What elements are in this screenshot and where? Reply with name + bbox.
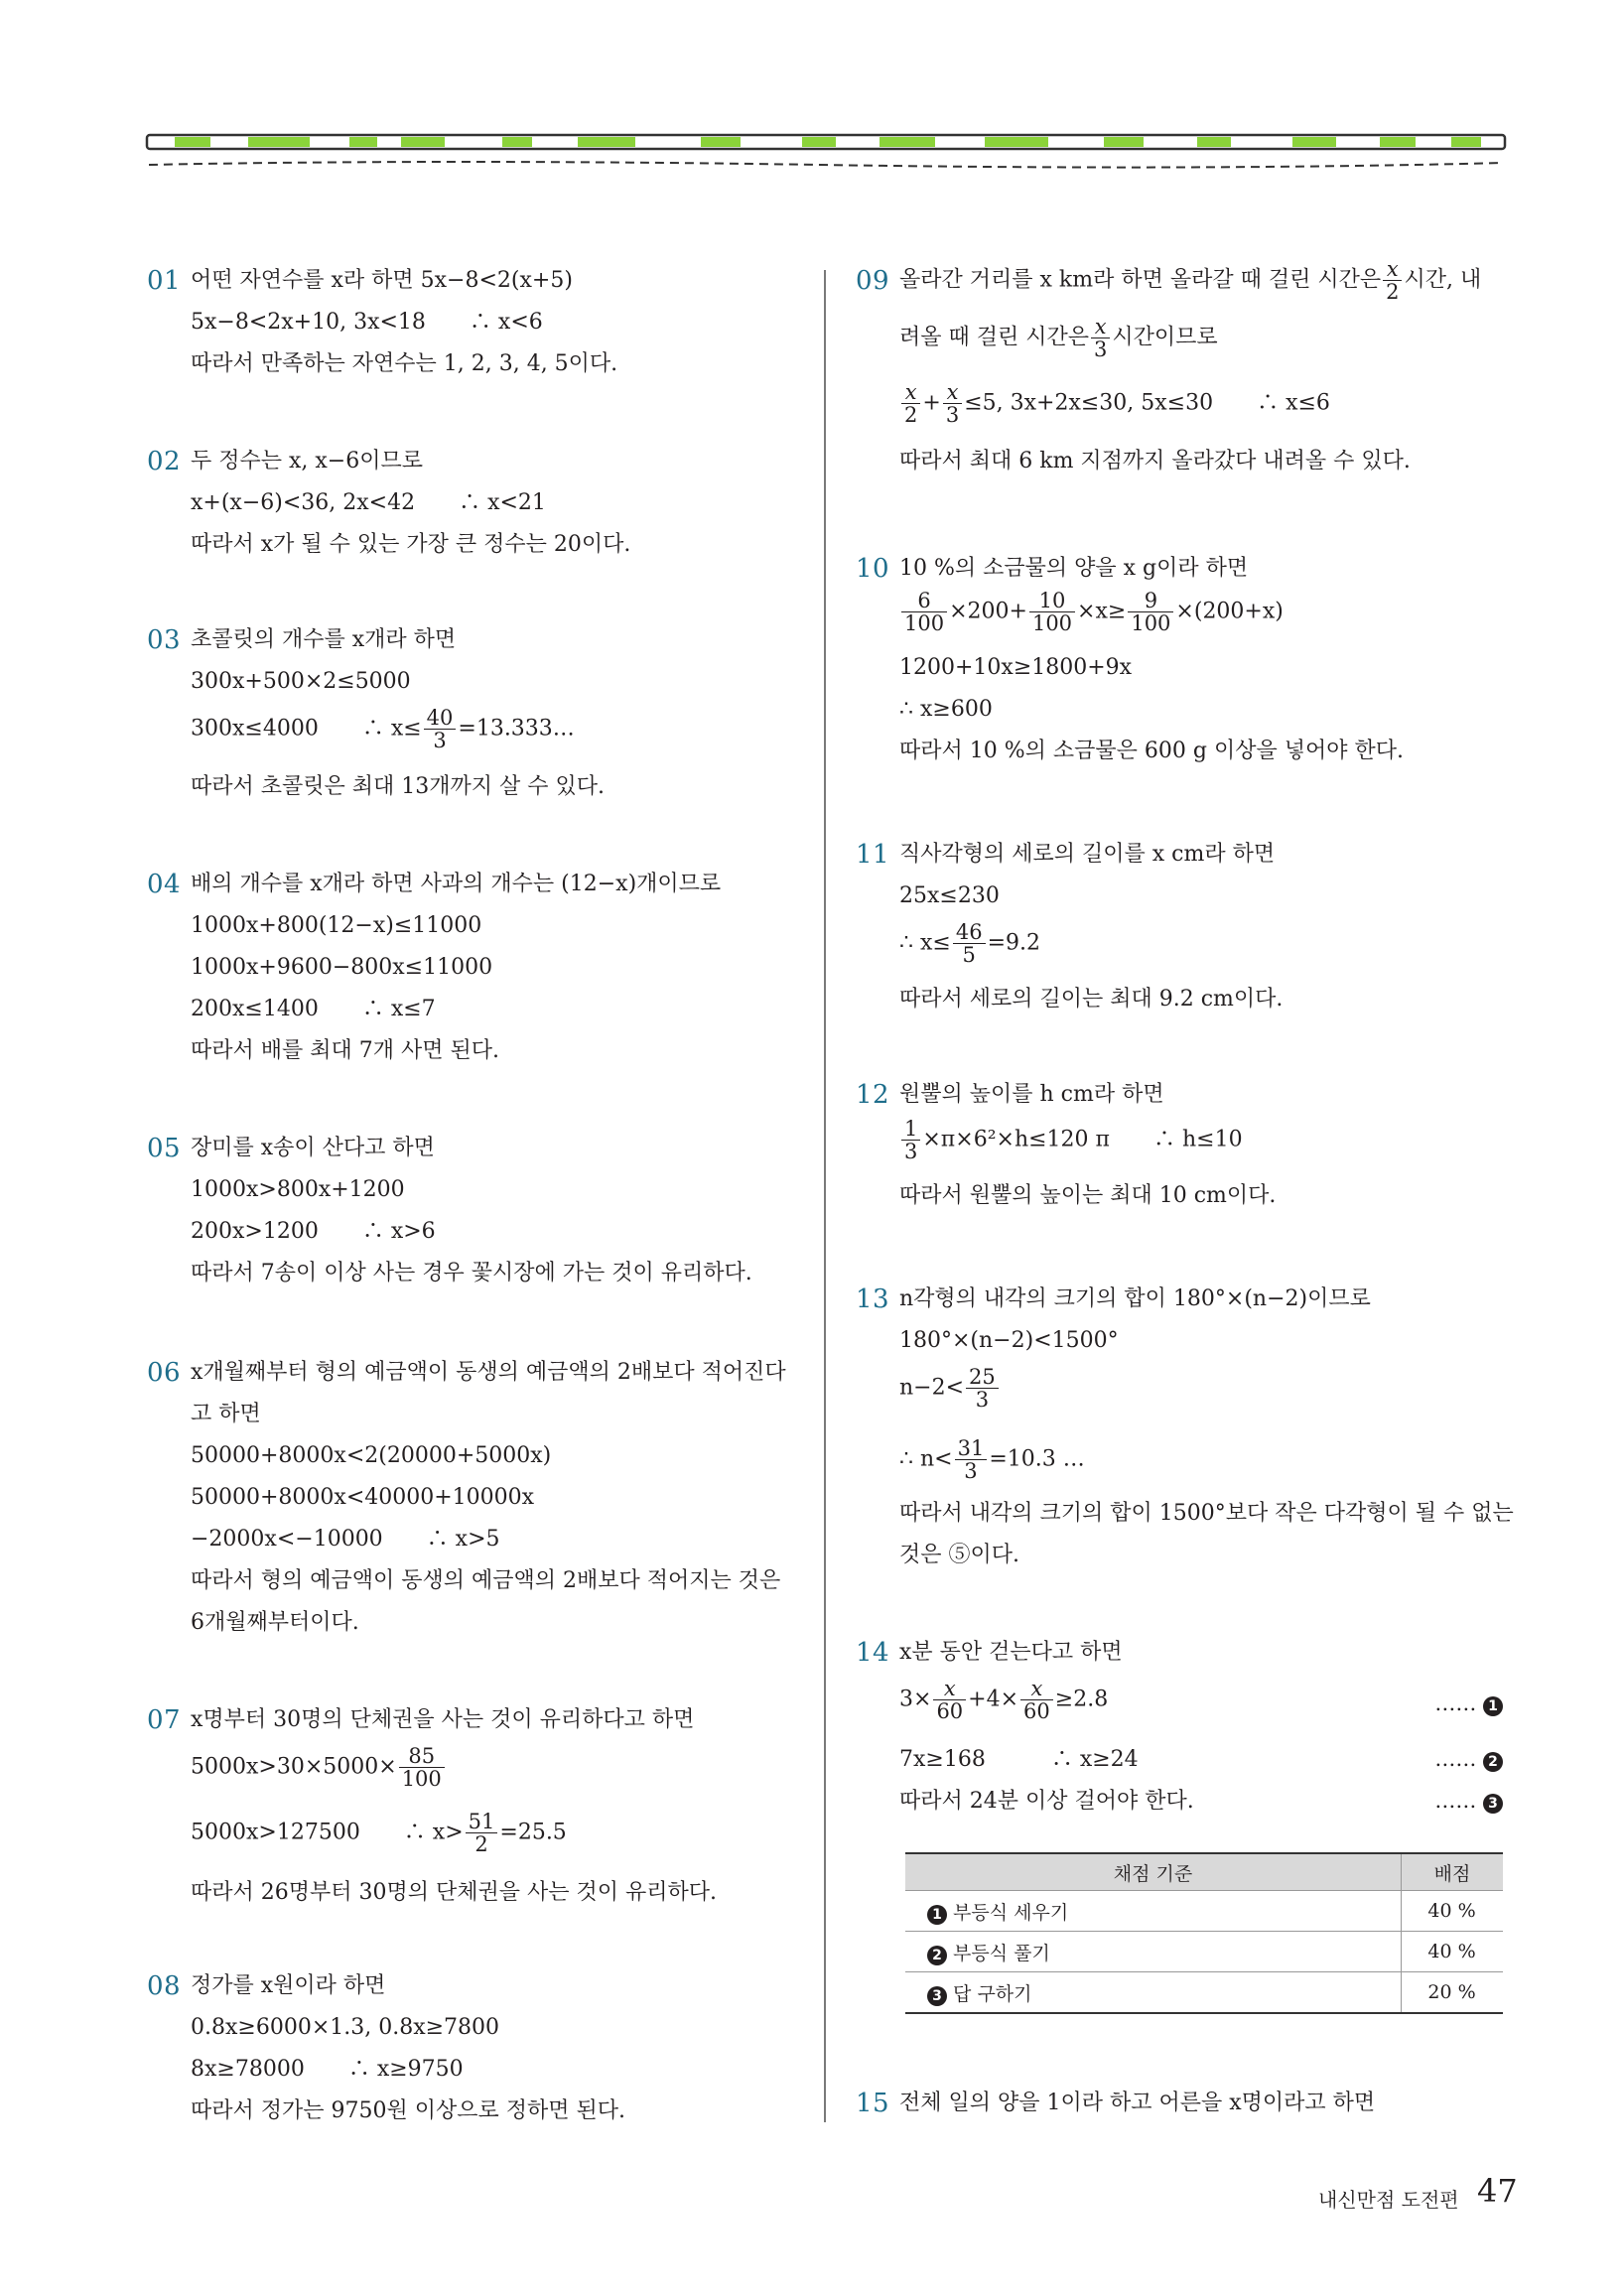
denominator: 100 bbox=[1031, 611, 1073, 635]
numerator: x bbox=[1020, 1678, 1053, 1700]
step-number-icon: 1 bbox=[1483, 1696, 1503, 1716]
step-marker-3 bbox=[1434, 1789, 1503, 1814]
expression-text: =25.5 bbox=[499, 1820, 567, 1845]
solution-line: 50000+8000x<40000+10000x bbox=[191, 1485, 535, 1510]
solution-line: 8x≥78000 ∴ x≥9750 bbox=[191, 2057, 464, 2082]
fraction bbox=[901, 590, 947, 634]
numerator: 10 bbox=[1029, 590, 1075, 612]
expression-text: 5000x>127500 ∴ x> bbox=[191, 1820, 464, 1845]
step-number-icon: 1 bbox=[927, 1905, 947, 1925]
column-header-score: 배점 bbox=[1402, 1853, 1504, 1891]
expression-text: ≥2.8 bbox=[1054, 1687, 1109, 1712]
numerator: 85 bbox=[399, 1745, 445, 1768]
fraction bbox=[933, 1678, 966, 1722]
score-cell: 40 % bbox=[1402, 1891, 1504, 1932]
expression-text: 올라간 거리를 x km라 하면 올라갈 때 걸린 시간은 bbox=[899, 267, 1382, 293]
expression-text: ×x≥ bbox=[1077, 599, 1127, 624]
denominator: 60 bbox=[936, 1699, 964, 1723]
solution-line: x개월째부터 형의 예금액이 동생의 예금액의 2배보다 적어진다 bbox=[191, 1360, 786, 1385]
solution-line: 200x>1200 ∴ x>6 bbox=[191, 1219, 436, 1244]
denominator: 3 bbox=[964, 1459, 978, 1483]
step-number-icon: 2 bbox=[927, 1946, 947, 1965]
problem-number: 06 bbox=[147, 1358, 182, 1388]
solution-line: −2000x<−10000 ∴ x>5 bbox=[191, 1527, 500, 1552]
solution-line: 두 정수는 x, x−6이므로 bbox=[191, 449, 423, 473]
expression-text: 5000x>30×5000× bbox=[191, 1754, 397, 1780]
solution-line: 따라서 24분 이상 걸어야 한다. bbox=[899, 1789, 1194, 1814]
solution-line bbox=[899, 1118, 1243, 1162]
denominator: 3 bbox=[1094, 338, 1108, 361]
expression-text: +4× bbox=[968, 1687, 1019, 1712]
solution-line bbox=[899, 316, 1218, 360]
expression-text: ×200+ bbox=[949, 599, 1027, 624]
solution-line: 따라서 원뿔의 높이는 최대 10 cm이다. bbox=[899, 1183, 1277, 1208]
fraction bbox=[966, 1366, 999, 1411]
expression-text: 300x≤4000 ∴ x≤ bbox=[191, 716, 422, 742]
step-marker-1 bbox=[1434, 1691, 1503, 1716]
fraction bbox=[901, 1118, 920, 1162]
solution-line: 1000x+9600−800x≤11000 bbox=[191, 955, 493, 980]
solution-line: 장미를 x송이 산다고 하면 bbox=[191, 1136, 435, 1160]
column-header-criteria: 채점 기준 bbox=[905, 1853, 1402, 1891]
solution-line bbox=[899, 258, 1481, 303]
step-number-icon: 3 bbox=[1483, 1794, 1503, 1814]
expression-text: 3× bbox=[899, 1687, 932, 1712]
denominator: 100 bbox=[1131, 611, 1171, 635]
problem-number: 02 bbox=[147, 447, 182, 476]
expression-text: n−2< bbox=[899, 1375, 965, 1401]
numerator: x bbox=[1383, 258, 1402, 281]
solution-line: 1200+10x≥1800+9x bbox=[899, 655, 1133, 680]
solution-line: 10 %의 소금물의 양을 x g이라 하면 bbox=[899, 556, 1249, 581]
solution-line: 어떤 자연수를 x라 하면 5x−8<2(x+5) bbox=[191, 268, 573, 293]
solution-line: 따라서 만족하는 자연수는 1, 2, 3, 4, 5이다. bbox=[191, 351, 618, 376]
solution-line: x분 동안 걷는다고 하면 bbox=[899, 1640, 1123, 1665]
solution-line: 180°×(n−2)<1500° bbox=[899, 1328, 1119, 1353]
numerator: x bbox=[901, 381, 920, 404]
solution-line: 따라서 최대 6 km 지점까지 올라갔다 내려올 수 있다. bbox=[899, 449, 1411, 473]
solution-line: 따라서 10 %의 소금물은 600 g 이상을 넣어야 한다. bbox=[899, 739, 1404, 763]
expression-text: ×π×6²×h≤120 π ∴ h≤10 bbox=[922, 1127, 1243, 1152]
expression-text: ∴ x≤ bbox=[899, 930, 951, 956]
numerator: 51 bbox=[466, 1811, 498, 1833]
step-marker-2 bbox=[1434, 1747, 1503, 1772]
criteria-cell bbox=[905, 1891, 1402, 1932]
solution-line: 0.8x≥6000×1.3, 0.8x≥7800 bbox=[191, 2015, 500, 2040]
expression-text: =10.3 … bbox=[989, 1446, 1085, 1472]
criteria-label: 답 구하기 bbox=[953, 1982, 1032, 2005]
expression-text: 시간이므로 bbox=[1112, 325, 1218, 350]
solution-line: ∴ x≥600 bbox=[899, 697, 993, 722]
problem-number: 07 bbox=[147, 1705, 182, 1735]
footer-book-title: 내신만점 도전편 bbox=[1318, 2188, 1459, 2212]
score-cell: 40 % bbox=[1402, 1932, 1504, 1972]
score-cell: 20 % bbox=[1402, 1972, 1504, 2014]
fraction bbox=[1128, 590, 1173, 634]
expression-text: ×(200+x) bbox=[1175, 599, 1284, 624]
solution-line: 1000x>800x+1200 bbox=[191, 1177, 405, 1202]
numerator: x bbox=[1091, 316, 1110, 338]
solution-line: 5x−8<2x+10, 3x<18 ∴ x<6 bbox=[191, 310, 543, 335]
numerator: x bbox=[943, 381, 962, 404]
scoring-rubric-table bbox=[905, 1852, 1503, 2014]
denominator: 60 bbox=[1023, 1699, 1050, 1723]
fraction bbox=[953, 921, 986, 966]
solution-line: 50000+8000x<2(20000+5000x) bbox=[191, 1443, 552, 1468]
denominator: 2 bbox=[474, 1832, 488, 1856]
denominator: 5 bbox=[962, 943, 976, 967]
fraction bbox=[1091, 316, 1110, 360]
solution-line: x명부터 30명의 단체권을 사는 것이 유리하다고 하면 bbox=[191, 1707, 695, 1732]
denominator: 3 bbox=[904, 1140, 918, 1163]
leader-dots: …… bbox=[1434, 1747, 1477, 1771]
denominator: 2 bbox=[1386, 280, 1400, 304]
expression-text: ∴ n< bbox=[899, 1446, 953, 1472]
denominator: 100 bbox=[401, 1767, 442, 1791]
solution-line bbox=[899, 1366, 1001, 1411]
problem-number: 15 bbox=[856, 2089, 890, 2118]
problem-number: 05 bbox=[147, 1134, 182, 1163]
denominator: 3 bbox=[975, 1388, 990, 1412]
problem-number: 13 bbox=[856, 1284, 890, 1314]
numerator: 9 bbox=[1128, 590, 1173, 612]
solution-line bbox=[899, 590, 1284, 634]
denominator: 100 bbox=[904, 611, 945, 635]
page-number: 47 bbox=[1477, 2172, 1518, 2210]
expression-text: =13.333… bbox=[458, 716, 575, 742]
solution-line: 원뿔의 높이를 h cm라 하면 bbox=[899, 1082, 1164, 1107]
criteria-label: 부등식 세우기 bbox=[953, 1901, 1069, 1924]
solution-line: 25x≤230 bbox=[899, 883, 1000, 908]
solution-line: n각형의 내각의 크기의 합이 180°×(n−2)이므로 bbox=[899, 1286, 1371, 1311]
solution-line bbox=[191, 1745, 447, 1790]
solution-line: 따라서 정가는 9750원 이상으로 정하면 된다. bbox=[191, 2098, 625, 2123]
problem-number: 11 bbox=[856, 840, 890, 870]
solution-line bbox=[191, 1811, 567, 1855]
solution-line: 1000x+800(12−x)≤11000 bbox=[191, 913, 482, 938]
solution-line: 초콜릿의 개수를 x개라 하면 bbox=[191, 627, 457, 652]
fraction bbox=[466, 1811, 498, 1855]
table-row bbox=[905, 1972, 1503, 2014]
solution-line: 따라서 7송이 이상 사는 경우 꽃시장에 가는 것이 유리하다. bbox=[191, 1261, 752, 1285]
denominator: 2 bbox=[904, 403, 918, 427]
solution-line: 7x≥168 ∴ x≥24 bbox=[899, 1747, 1139, 1772]
fraction bbox=[955, 1437, 988, 1482]
problem-number: 10 bbox=[856, 554, 890, 584]
solution-line bbox=[899, 1678, 1108, 1722]
solution-line: 따라서 내각의 크기의 합이 1500°보다 작은 다각형이 될 수 없는 bbox=[899, 1501, 1514, 1526]
numerator: 46 bbox=[953, 921, 986, 944]
leader-dots: …… bbox=[1434, 1691, 1477, 1715]
solution-line: 배의 개수를 x개라 하면 사과의 개수는 (12−x)개이므로 bbox=[191, 872, 722, 896]
problem-number: 12 bbox=[856, 1080, 890, 1110]
solution-line bbox=[899, 921, 1040, 966]
problem-number: 04 bbox=[147, 870, 182, 899]
solution-line: 따라서 배를 최대 7개 사면 된다. bbox=[191, 1038, 499, 1063]
leader-dots: …… bbox=[1434, 1789, 1477, 1813]
expression-text: 시간, 내 bbox=[1404, 267, 1482, 293]
header-decoration bbox=[145, 129, 1507, 171]
expression-text: ≤5, 3x+2x≤30, 5x≤30 ∴ x≤6 bbox=[964, 390, 1330, 416]
problem-number: 01 bbox=[147, 266, 182, 296]
solution-line: 6개월째부터이다. bbox=[191, 1610, 359, 1635]
solution-line: x+(x−6)<36, 2x<42 ∴ x<21 bbox=[191, 490, 546, 515]
fraction bbox=[1029, 590, 1075, 634]
solution-line: 정가를 x원이라 하면 bbox=[191, 1973, 386, 1998]
numerator: 31 bbox=[955, 1437, 988, 1460]
solution-line: 200x≤1400 ∴ x≤7 bbox=[191, 997, 436, 1021]
problem-number: 09 bbox=[856, 266, 890, 296]
fraction bbox=[1383, 258, 1402, 303]
criteria-cell bbox=[905, 1972, 1402, 2014]
denominator: 3 bbox=[433, 729, 447, 752]
table-header-row bbox=[905, 1853, 1503, 1891]
denominator: 3 bbox=[945, 403, 960, 427]
problem-number: 14 bbox=[856, 1638, 890, 1668]
fraction bbox=[399, 1745, 445, 1790]
problem-number: 03 bbox=[147, 625, 182, 655]
solution-line: 따라서 26명부터 30명의 단체권을 사는 것이 유리하다. bbox=[191, 1880, 717, 1905]
solution-line: 따라서 초콜릿은 최대 13개까지 살 수 있다. bbox=[191, 774, 605, 799]
solution-line: 것은 ⑤이다. bbox=[899, 1543, 1019, 1567]
numerator: x bbox=[933, 1678, 966, 1700]
table-row bbox=[905, 1891, 1503, 1932]
numerator: 25 bbox=[966, 1366, 999, 1389]
solution-line: 따라서 형의 예금액이 동생의 예금액의 2배보다 적어지는 것은 bbox=[191, 1568, 781, 1593]
solution-line bbox=[899, 1437, 1085, 1482]
solution-line: $\frac{x}{2}$ + $\frac{x}{3}$ ≤5, 3x+2x≤30, 5x≤30 ∴ x≤6 bbox=[899, 381, 1330, 426]
numerator: 6 bbox=[901, 590, 947, 612]
fraction bbox=[901, 381, 920, 426]
expression-text: =9.2 bbox=[987, 930, 1040, 956]
step-number-icon: 2 bbox=[1483, 1752, 1503, 1772]
criteria-cell bbox=[905, 1932, 1402, 1972]
solution-line: 직사각형의 세로의 길이를 x cm라 하면 bbox=[899, 842, 1276, 867]
solution-line: 300x+500×2≤5000 bbox=[191, 669, 411, 694]
solution-line: 따라서 세로의 길이는 최대 9.2 cm이다. bbox=[899, 987, 1284, 1012]
fraction bbox=[424, 707, 457, 751]
numerator: 40 bbox=[424, 707, 457, 730]
fraction bbox=[943, 381, 962, 426]
fraction bbox=[1020, 1678, 1053, 1722]
expression-text: 려올 때 걸린 시간은 bbox=[899, 325, 1089, 350]
table-row bbox=[905, 1932, 1503, 1972]
solution-line bbox=[191, 707, 575, 751]
column-divider bbox=[824, 270, 826, 2122]
numerator: 1 bbox=[901, 1118, 920, 1141]
solution-line: 따라서 x가 될 수 있는 가장 큰 정수는 20이다. bbox=[191, 532, 631, 557]
solution-line: 고 하면 bbox=[191, 1402, 261, 1426]
criteria-label: 부등식 풀기 bbox=[953, 1942, 1050, 1964]
step-number-icon: 3 bbox=[927, 1986, 947, 2006]
problem-number: 08 bbox=[147, 1971, 182, 2001]
solution-line: 전체 일의 양을 1이라 하고 어른을 x명이라고 하면 bbox=[899, 2091, 1376, 2115]
